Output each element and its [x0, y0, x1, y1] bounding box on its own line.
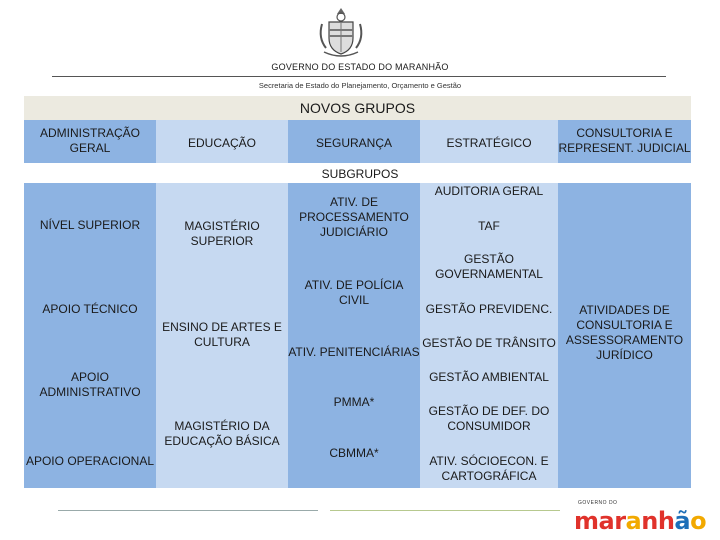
sub-apoio-operacional: APOIO OPERACIONAL: [25, 454, 155, 468]
sub-ensino-artes-cultura: ENSINO DE ARTES E CULTURA: [162, 320, 282, 349]
sub-magisterio-superior: MAGISTÉRIO SUPERIOR: [184, 219, 260, 248]
coat-of-arms-icon: [316, 6, 366, 58]
sub-gestao-previdenc: GESTÃO PREVIDENC.: [425, 302, 553, 316]
sub-gestao-consumidor: GESTÃO DE DEF. DO CONSUMIDOR: [428, 404, 550, 433]
sub-auditoria-geral: AUDITORIA GERAL: [434, 184, 544, 198]
sub-gestao-ambiental: GESTÃO AMBIENTAL: [429, 370, 549, 384]
sub-processamento-judiciario: ATIV. DE PROCESSAMENTO JUDICIÁRIO: [299, 195, 409, 239]
secretaria-subtitle: Secretaria de Estado do Planejamento, Orçamento e Gestão: [258, 81, 462, 90]
logo-part-1: mar: [574, 507, 626, 535]
sub-gestao-transito: GESTÃO DE TRÂNSITO: [422, 336, 556, 350]
grupo-administracao: ADMINISTRAÇÃO GERAL: [39, 126, 140, 155]
sub-cbmma: CBMMA*: [329, 446, 379, 460]
logo-part-4: ã: [674, 507, 691, 535]
logo-top-text: GOVERNO DO: [578, 500, 618, 506]
footer-rule-left: [58, 510, 318, 511]
novos-grupos-banner: [24, 96, 691, 120]
logo-part-3: nh: [641, 507, 675, 535]
sub-magisterio-basica: MAGISTÉRIO DA EDUCAÇÃO BÁSICA: [164, 419, 280, 448]
logo-part-5: o: [690, 507, 707, 535]
grupo-seguranca: SEGURANÇA: [315, 136, 392, 150]
sub-apoio-administrativo: APOIO ADMINISTRATIVO: [39, 370, 141, 399]
grupo-estrategico: ESTRATÉGICO: [446, 136, 532, 150]
logo-wordmark: [574, 507, 706, 535]
subgrupos-label: SUBGRUPOS: [321, 167, 399, 181]
banner-title: NOVOS GRUPOS: [299, 100, 416, 116]
sub-consultoria-juridica: ATIVIDADES DE CONSULTORIA E ASSESSORAMENTO JURÍDICO: [565, 303, 684, 362]
sub-nivel-superior: NÍVEL SUPERIOR: [39, 218, 141, 232]
sub-penitenciarias: ATIV. PENITENCIÁRIAS: [288, 345, 420, 359]
header-divider: [52, 76, 666, 77]
governo-maranhao-logo: [574, 500, 707, 536]
sub-apoio-tecnico: APOIO TÉCNICO: [42, 302, 138, 316]
grupo-consultoria: CONSULTORIA E REPRESENT. JUDICIAL: [558, 126, 691, 155]
sub-pmma: PMMA*: [333, 395, 375, 409]
logo-part-2: a: [625, 507, 642, 535]
sub-gestao-governamental: GESTÃO GOVERNAMENTAL: [435, 252, 543, 281]
sub-taf: TAF: [478, 219, 500, 233]
sub-socioecon-cartografica: ATIV. SÓCIOECON. E CARTOGRÁFICA: [429, 454, 549, 483]
sub-policia-civil: ATIV. DE POLÍCIA CIVIL: [304, 278, 404, 307]
grupo-educacao: EDUCAÇÃO: [187, 136, 256, 150]
government-title: GOVERNO DO ESTADO DO MARANHÃO: [271, 62, 449, 72]
footer-rule-right: [330, 510, 560, 511]
